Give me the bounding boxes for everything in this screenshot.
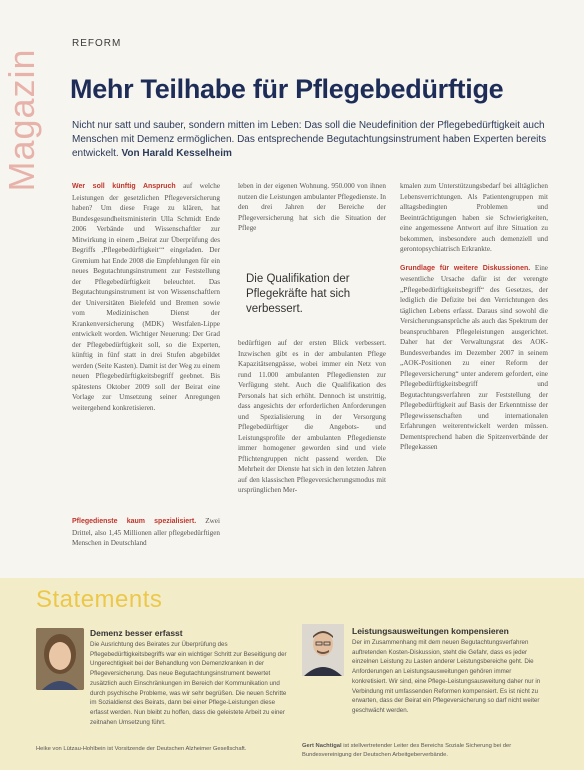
column-3-text-2: Eine wesentliche Ursache dafür ist der verengte „Pflegebedürftigkeitsbegriff“ des Gesetzes, der lediglich die Defizite bei den Verrichtungen des täglichen Lebens erfasst. Daraus sind sowohl die Versicherungsansprüche als auch das Spektrum der beanspruchbaren Pflegeleistungen ausgerichtet. Daher hat der Verwaltungsrat des AOK-Bundesverbandes im Dezember 2007 in seinem „AOK-Positionen zu einer Reform der Pflegeversicherung“ unter anderem gefordert, eine Pflegebedürftigkeitsbegriff und Begutachtungsverfahren zur Feststellung der Pflegebedürftigkeit auf Basis der Erkenntnisse der Pflegewissenschaften und internationalen Erfahrungen weiterentwickelt werden müssen. Dementsprechend haben die Spitzenverbände der Pflegekassen: [400, 263, 548, 451]
article-lead: [72, 119, 550, 161]
statement-left-caption: Heike von Lützau-Hohlbein ist Vorsitzende der Deutschen Alzheimer Gesellschaft.: [36, 746, 247, 752]
article-column-1-bottom: [72, 516, 220, 549]
column-2-text-bottom: bedürftigen auf der ersten Blick verbessert. Inzwischen gibt es in der ambulanten Pflege Kapazitätsengpässe, wobei immer ein Netz von rund 11.000 ambulanten Pflegediensten zur Verfügung steht. Auch die Qualifikation des Personals hat sich erhöht. Dennoch ist unstrittig, dass angesichts der erforderlichen Anforderungen und Spezialisierung in der Versorgung Pflegebedürftiger die Angebots- und Leistungsprofile der ambulanten Pflegedienste immer homogener geworden sind und viele Pflichtengruppen nicht passend werden. Die Mehrheit der Dienste hat sich in den letzten Jahren auf den klassischen Pflegeversicherungsmodus mit ursprünglichen Mer-: [238, 339, 386, 494]
statement-right-caption-name: Gert Nachtigal: [302, 743, 342, 749]
portrait-photo-left: [36, 628, 84, 690]
column-3-text: kmalen zum Unterstützungsbedarf bei alltäglichen Lebensverrichtungen. Als Patientengruppen mit alltagsbedingten Problemen und Beeinträchtigungen haben sie Schwierigkeiten, eine angemessene Antwort auf ihre Situation zu bekommen, insbesondere auch demenziell und gerontopsychiatrisch Erkrankte.: [400, 182, 548, 253]
section-label: REFORM: [72, 38, 122, 49]
article-column-3: [400, 181, 548, 453]
article-author: Von Harald Kesselheim: [121, 148, 232, 159]
article-column-2-bottom: [238, 338, 386, 496]
article-column-1: [72, 181, 220, 413]
statements-title: Statements: [36, 586, 163, 613]
column-1-text-2: Zwei Drittel, also 1,45 Millionen aller pflegebedürftigen Menschen in Deutschland: [72, 517, 220, 547]
article-headline: Mehr Teilhabe für Pflegebedürftige: [70, 74, 504, 104]
pull-quote: Die Qualifikation der Pflegekräfte hat sich verbessert.: [246, 273, 351, 315]
statement-right-text: Der im Zusammenhang mit dem neuen Begutachtungsverfahren auftretenden Kosten-Diskussion, steht die Gefahr, dass es jeder einzelnen Leistung zu Lasten anderer Leistungsbereiche geht. Die Anforderungen an Leistungsausweitungen gehören immer konkretisiert. Wir sind, eine Pflege-Leistungsausweitung daher nur in Verbindung mit umfassenden Reformen kompensiert. Es ist nicht zu erwarten, dass der Beirat ein Pflegeversicherung so darf nicht weiter geschwächt werden.: [352, 639, 541, 714]
statement-left-headline: Demenz besser erfasst: [90, 628, 183, 638]
statement-left-text: Die Ausrichtung des Beirates zur Überprüfung des Pflegebedürftigkeitsbegriffs war ein wichtiger Schritt zur Beseitigung der Ungerechtigkeit bei der Behandlung von Demenzkranken in der Pflegeversicherung. Das neue Begutachtungsinstrument bewertet zusätzlich auch Einschränkungen im Bereich der Kommunikation und durch psychische Probleme, was wir sehr begrüßen. Die neuen Schritte im Sozialdienst des Beirats, dann bei einer Pflege-Leistungen diese erfasst werden. Nun bleibt zu hoffen, dass die geleistete Arbeit zu einer zeitnahen Umsetzung führt.: [90, 641, 287, 726]
column-1-text: auf welche Leistungen der gesetzlichen Pflegeversicherung haben? Um diese Frage zu klären, hat Bundesgesundheitsministerin Ulla Schmidt Ende 2006 Verbände und Wissenschaftler zur Mitwirkung in einem „Beirat zur Überprüfung des Begriffs ,Pflegebedürftigkeit‘“ eingeladen. Der Gremium hat Ende 2008 die Empfehlungen für ein neues Begutachtungsinstrument zur Feststellung der Pflegebedürftigkeit beleuchtet. Das Begutachtungsinstrument ist von Wissenschaftlern der Universitäten Bielefeld und Bremen sowie vom Medizinischen Dienst der Krankenversicherung (MDK) Westfalen-Lippe entwickelt worden. Wichtiger Neuerung: Der Grad der Pflegebedürftigkeit soll, so die Experten, künftig in fünf statt in drei Stufen abgebildet werden (Seite Kasten). Damit ist der Weg zu einem neuen Pflegebedürftigkeitsbegriff geebnet. Bis spätestens Oktober 2009 soll der Beirat eine Vorlage zur Umsetzung seiner Anregungen weitergehend konkretisieren.: [72, 182, 221, 412]
column-1-subhead: Wer soll künftig Anspruch: [72, 183, 176, 190]
vertical-title-text: Magazin: [1, 48, 42, 192]
column-2-text-top: leben in der eigenen Wohnung. 950.000 von ihnen nutzen die Leistungen ambulanter Pflegedienste. In den drei Jahren der Bereiche der Pflegeversicherung hat sich die Situation der Pflege: [238, 182, 386, 232]
lead-text: Nicht nur satt und sauber, sondern mitten im Leben: Das soll die Neudefinition der Pflegebedürftigkeit auch Menschen mit Demenz ermöglichen. Das entsprechende Begutachtungsinstrument haben Experten bereits entwickelt.: [72, 120, 547, 159]
statement-right-caption: [302, 742, 552, 759]
portrait-photo-right: [302, 624, 344, 676]
section-vertical-title: [2, 30, 42, 210]
article-column-2: [238, 181, 386, 234]
column-3-subhead: Grundlage für weitere Diskussionen.: [400, 264, 531, 272]
statement-right-headline: Leistungsausweitungen kompensieren: [352, 626, 509, 636]
statement-right-caption-text: ist stellvertretender Leiter des Bereichs Soziale Sicherung bei der Bundesvereinigung der Deutschen Arbeitgeberverbände.: [302, 743, 512, 758]
column-1-subhead-2: Pflegedienste kaum spezialisiert.: [72, 518, 197, 525]
